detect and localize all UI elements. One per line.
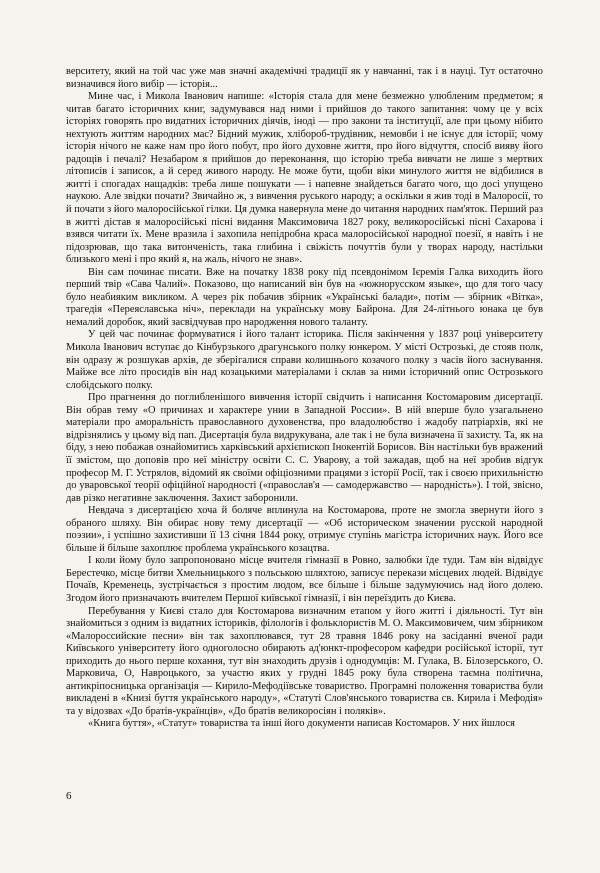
paragraph: Перебування у Києві стало для Костомарова визначним етапом у його житті і діяльності. Тут він знайомиться з одним із видатних істориків, філологів і фольклористів М. О. Максимовичем, чим збірником «Малороссийские песни» він так захоплювався, тут 28 травня 1846 року на засіданні вченої ради Київського університету його одноголосно обирають ад'юнкт-професором кафедри російської історії, тут приходить до нього перше кохання, тут він знаходить друзів і однодумців: М. Гулака, В. Білозерського, О. Марковича, О, Навроцького, за участю яких у грудні 1845 року була створена таємна політична, антикріпосницька організація — Кирило-Мефодіївське товариство. Програмні положення товариства були викладені в «Книзі буття українського народу», «Статуті Слов'янського товариства св. Кирила і Мефодія» та у відозвах «До братів-українців», «До братів великоросіян і поляків». (66, 605, 543, 717)
paragraph: «Книга буття», «Статут» товариства та інші його документи написав Костомаров. У них йшлося (88, 718, 515, 730)
paragraph: Невдача з дисертацією хоча й боляче вплинула на Костомарова, проте не змогла звернути його з обраного шляху. Він обирає нову тему дисертації — «Об историческом значении русской народной поэзии», і успішно захистивши її 13 січня 1844 року, отримує ступінь магістра історичних наук. Його все більше й більше захоплює проблема українського козацтва. (66, 505, 543, 554)
paragraph: У цей час починає формуватися і його талант історика. Після закінчення у 1837 році університету Микола Іванович вступає до Кінбурзького драгунського полку юнкером. У місті Острозькі, де стояв полк, він одразу ж розшукав архів, де зберігалися справи колишнього козачого полку з часів його заснування. Майже все літо просидів він над козацькими матеріалами і склав за ними історичний опис Острозького слобідського полку. (66, 329, 543, 391)
paragraph: Про прагнення до поглибленішого вивчення історії свідчить і написання Костомаровим дисертації. Він обрав тему «О причинах и характере унии в Западной России». В ній вперше було узагальнено матеріали про аморальність православного духовенства, про владолюбство і жадобу патріархів, які не відрізнялись у цьому від пап. Дисертація була видрукувана, але так і не була визначена її захисту. Та, як на біду, з нею побажав ознайомитись харківський архієпископ Інокентій Борисов. Він настільки був вражений її змістом, що доповів про неї міністру освіти С. С. Уварову, а той зажадав, щоб на неї зробив відгук професор М. Г. Устрялов, відомий як своїми офіціозними працями з історії Росії, так і своєю прихильністю до уваровської теорії офіційної народності («православ'я — самодержавство — народність»). І той, звісно, дав різко негативне заключення. Захист заборонили. (66, 392, 543, 504)
paragraph: верситету, який на той час уже мав значні академічні традиції як у навчанні, так і в науці. Тут остаточно визначився його вибір — історія... (66, 66, 543, 90)
paragraph: Він сам починає писати. Вже на початку 1838 року під псевдонімом Ієремія Галка виходить його перший твір «Сава Чалий». Показово, що написаний він був на «южнорусском языке», що для того часу було неабияким викликом. А через рік побачив збірник «Українські балади», потім — збірник «Вітка», трагедія «Переяславська ніч», переклади на українську мову Байрона. Для 24-літнього юнака це був немалий доробок, який засвідчував про народження нового таланту. (66, 266, 543, 328)
page-number: 6 (66, 790, 72, 802)
paragraph: Мине час, і Микола Іванович напише: «Історія стала для мене безмежно улюбленим предметом; я читав багато історичних книг, задумувався над ними і прийшов до такого запитання: чому це у всіх історіях говорять про видатних історичних діячів, іноді — про закони та інституції, але при цьому нібито нехтують життям народних мас? Бідний мужик, хлібороб-трудівник, немовби і не існує для історії; чому історія нічого не каже нам про його побут, про його духовне життя, про його відчуття, спосіб вияву його радощів і печалі? Незабаром я прийшов до переконання, що історію треба вивчати не лише з мертвих літописів і записок, а й серед живого народу. Не може бути, щоби віки минулого життя не відбилися в житті і спогадах нащадків: треба лише пошукати — і напевне знайдеться багато чого, що досі упущено наукою. Але звідки почати? Звичайно ж, з вивчення руського народу; а оскільки я жив тоді в Малоросії, то й почати з його малоросійської гілки. Ця думка навернула мене до читання народних пам'яток. Перший раз в житті дістав я малоросійські пісні видання Максимовича 1827 року, великоросійські пісні Сахарова і взявся читати їх. Мене вразила і захопила непідробна краса малоросійської народної поезії, я навіть і не підозрював, що така витонченість, така глибина і свіжість почуттів були у творах народу, настільки близького мені і про який я, на жаль, нічого не знав». (66, 91, 543, 266)
paragraph: І коли йому було запропоновано місце вчителя гімназії в Ровно, залюбки їде туди. Там він відвідує Берестечко, місце битви Хмельницького з польською шляхтою, записує перекази місцевих людей. Відвідує Почаїв, Кременець, зустрічається з простим людом, все більше і більше задумуючись над його долею. Згодом його призначають вчителем Першої київської гімназії, і він переїздить до Києва. (66, 555, 543, 604)
body-text (66, 66, 543, 731)
